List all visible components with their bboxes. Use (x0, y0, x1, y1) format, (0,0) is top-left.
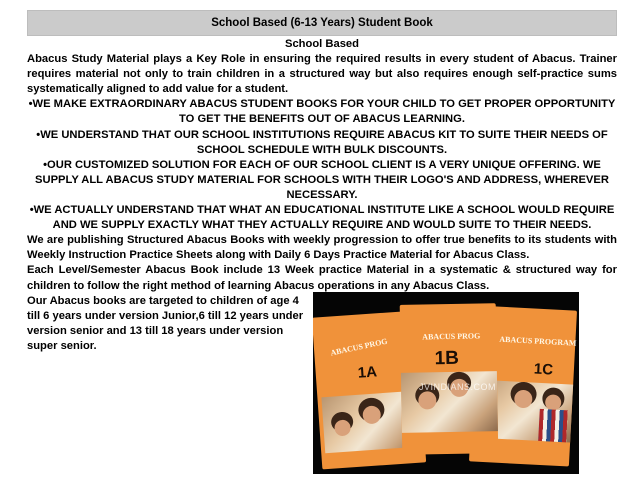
body-paragraph: Each Level/Semester Abacus Book include 13 Week practice Material in a systematic & structured way for children to follow the right method of learning Abacus operations in any Abacus Class. (27, 264, 617, 292)
page-title-bar (27, 10, 617, 36)
abacus-books-photo (313, 292, 579, 474)
intro-paragraph: Abacus Study Material plays a Key Role in ensuring the required results in every student of Abacus. Trainer requires material not only to train children in a structured way but also requires enough self-practice sums systematically aligned to add value for a student. (27, 53, 617, 96)
body-paragraph: We are publishing Structured Abacus Books with weekly progression to offer true benefits to its students with Weekly Instruction Practice Sheets along with Daily 6 Days Practice Material for Abacus Class. (27, 234, 617, 262)
bullet-point: •OUR CUSTOMIZED SOLUTION FOR EACH OF OUR SCHOOL CLIENT IS A VERY UNIQUE OFFERING. WE SUPPLY ALL ABACUS STUDY MATERIAL FOR SCHOOLS WITH THEIR LOGO'S AND ADDRESS, WHEREVER NECESSARY. (35, 158, 609, 201)
bullet-point: •WE ACTUALLY UNDERSTAND THAT WHAT AN EDUCATIONAL INSTITUTE LIKE A SCHOOL WOULD REQUIRE AND WE SUPPLY EXACTLY WHAT THEY ACTUALLY REQUIRE AND WOULD SUITE TO THEIR NEEDS. (29, 204, 615, 232)
watermark-text: JVINDIANS.COM (419, 382, 497, 392)
bullet-point: •WE MAKE EXTRAORDINARY ABACUS STUDENT BOOKS FOR YOUR CHILD TO GET PROPER OPPORTUNITY TO GET THE BENEFITS OUT OF ABACUS LEARNING. (28, 98, 616, 126)
page-title: School Based (6-13 Years) Student Book (211, 17, 433, 29)
book-heading: ABACUS PROG (329, 336, 389, 358)
section-subtitle: School Based (285, 38, 359, 50)
bullet-point: •WE UNDERSTAND THAT OUR SCHOOL INSTITUTIONS REQUIRE ABACUS KIT TO SUITE THEIR NEEDS OF SCHOOL SCHEDULE WITH BULK DISCOUNTS. (36, 128, 608, 156)
children-photo (401, 371, 498, 433)
book-heading: ABACUS PROG (422, 331, 481, 342)
book-level: 1A (357, 363, 378, 382)
body-paragraph: Our Abacus books are targeted to children of age 4 till 6 years under version Junior,6 till 12 years under version senior and 13 till 18 years under version super senior. (27, 294, 304, 352)
book-level: 1B (434, 347, 460, 370)
book-level: 1C (533, 360, 554, 379)
book-heading: ABACUS PROGRAM (499, 334, 577, 348)
book-cover-1b (400, 303, 499, 455)
